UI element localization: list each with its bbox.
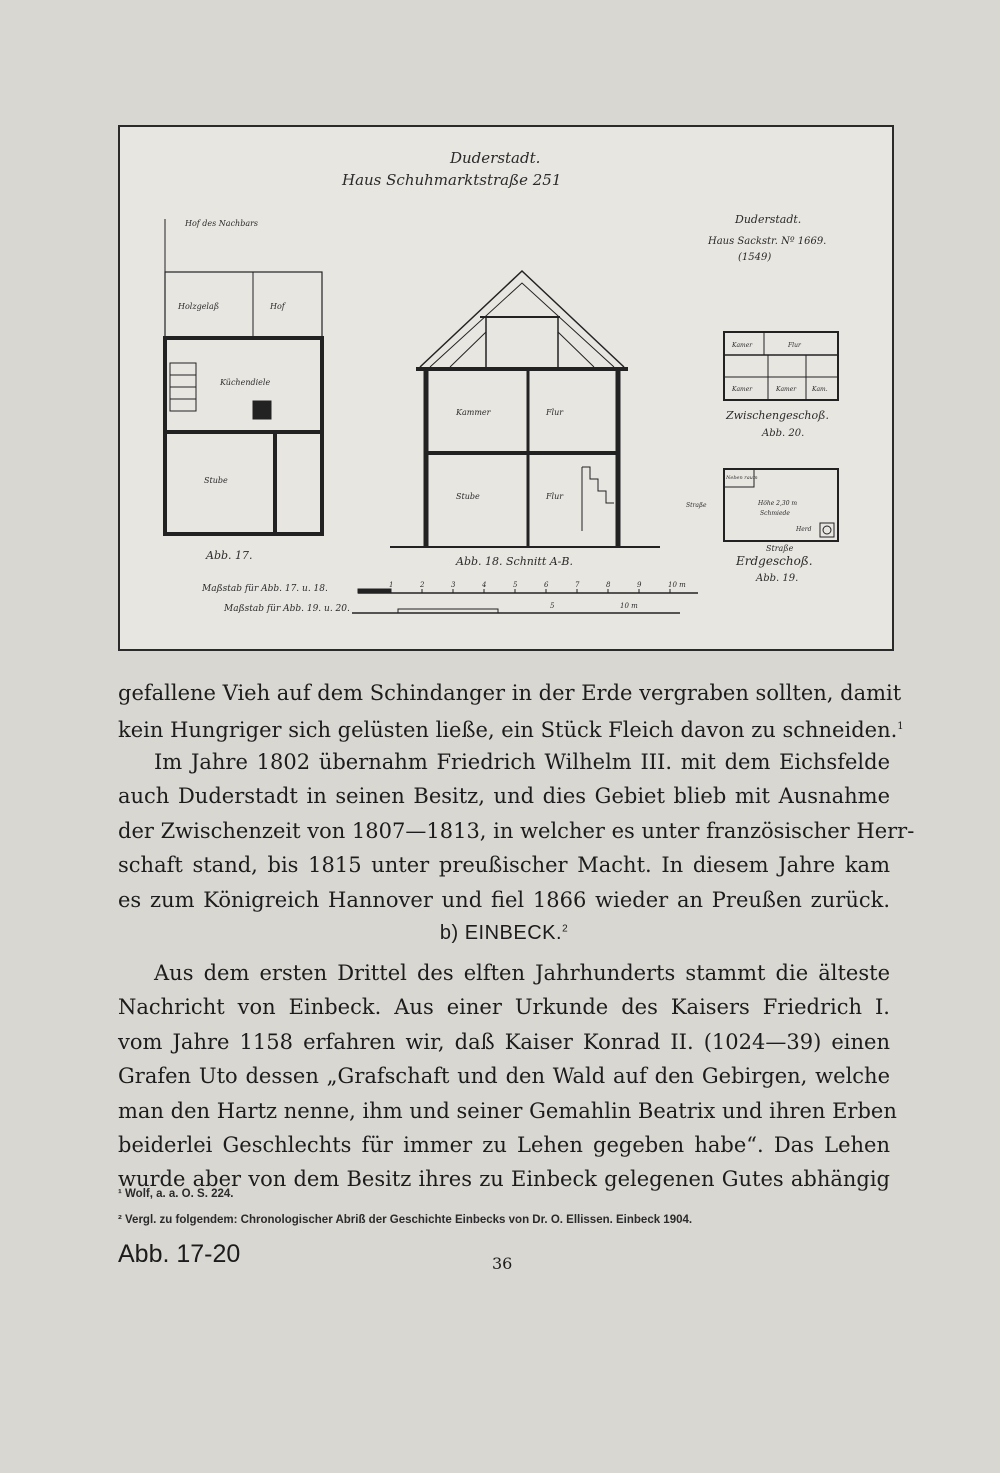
scale1-ticks bbox=[389, 581, 686, 593]
architectural-plate bbox=[118, 125, 894, 651]
p2-line-4: schaft stand, bis 1815 unter preußischer Macht. In diesem Jahre kam bbox=[118, 853, 890, 878]
plan19-schmiede: Schmiede bbox=[760, 510, 790, 517]
scale1-tick-label: 3 bbox=[451, 581, 456, 589]
scale1-tick-label: 10 m bbox=[668, 581, 686, 589]
scale1-tick-label: 6 bbox=[544, 581, 549, 589]
section-heading bbox=[118, 922, 890, 945]
street-label-bottom: Straße bbox=[766, 544, 794, 553]
paragraph-2 bbox=[118, 745, 915, 917]
section-flur-upper: Flur bbox=[546, 408, 564, 417]
scale1-label: Maßstab für Abb. 17. u. 18. bbox=[202, 584, 328, 594]
scale1-tick-label: 2 bbox=[420, 581, 425, 589]
section-kammer: Kammer bbox=[456, 408, 491, 417]
plan20-kam: Kam. bbox=[812, 386, 828, 393]
footnote-ref-1: 1 bbox=[897, 721, 904, 733]
scale1-tick-label: 5 bbox=[513, 581, 518, 589]
p3-line-4: Grafen Uto dessen „Grafschaft und den Wald auf den Gebirgen, welche bbox=[118, 1064, 890, 1089]
caption-abb17: Abb. 17. bbox=[206, 549, 253, 562]
footnote-ref-2: 2 bbox=[562, 923, 569, 935]
right-title-2: Haus Sackstr. Nº 1669. bbox=[708, 236, 827, 247]
p3-line-7: wurde aber von dem Besitz ihres zu Einbeck gelegenen Gutes abhängig bbox=[118, 1167, 890, 1192]
plan19-nebenraum: Neben raum bbox=[726, 475, 758, 481]
scale2-tick-5: 5 bbox=[550, 602, 555, 610]
p1-line-1: gefallene Vieh auf dem Schindanger in der Erde vergraben sollten, damit bbox=[118, 681, 902, 705]
paragraph-3 bbox=[118, 956, 897, 1197]
scale1-tick-label: 4 bbox=[482, 581, 487, 589]
page-number: 36 bbox=[492, 1254, 513, 1273]
plan20-kamer-1: Kamer bbox=[732, 342, 753, 349]
footnote-1: ¹ Wolf, a. a. O. S. 224. bbox=[118, 1188, 234, 1200]
p1-line-2 bbox=[118, 710, 904, 747]
p3-line-3: vom Jahre 1158 erfahren wir, daß Kaiser Konrad II. (1024—39) einen bbox=[118, 1029, 890, 1054]
p3-line-2: Nachricht von Einbeck. Aus einer Urkunde des Kaisers Friedrich I. bbox=[118, 995, 890, 1020]
caption-abb19-line2: Abb. 19. bbox=[756, 573, 799, 584]
scale1-tick-label: 7 bbox=[575, 581, 580, 589]
room-kuechendiele: Küchendiele bbox=[220, 378, 271, 387]
p3-line-1: Aus dem ersten Drittel des elften Jahrhunderts stammt die älteste bbox=[154, 961, 890, 985]
p2-line-3: der Zwischenzeit von 1807—1813, in welcher es unter französischer Herr- bbox=[118, 818, 915, 843]
street-label-left: Straße bbox=[686, 502, 707, 509]
section-18 bbox=[390, 271, 660, 547]
plan-17 bbox=[165, 219, 322, 534]
scale1-tick-label: 9 bbox=[637, 581, 642, 589]
scale2-label: Maßstab für Abb. 19. u. 20. bbox=[224, 604, 350, 614]
plate-title-2: Haus Schuhmarktstraße 251 bbox=[342, 171, 562, 189]
neighbor-label: Hof des Nachbars bbox=[185, 219, 259, 228]
plate-title-1: Duderstadt. bbox=[450, 149, 541, 167]
paragraph-1 bbox=[118, 676, 904, 748]
p3-line-5: man den Hartz nenne, ihm und seiner Gemahlin Beatrix und ihren Erben bbox=[118, 1098, 897, 1123]
scale1-tick-label: 8 bbox=[606, 581, 611, 589]
caption-abb20-line2: Abb. 20. bbox=[762, 428, 805, 439]
room-holzgelass: Holzgelaß bbox=[178, 302, 220, 311]
section-heading-text: b) EINBECK. bbox=[439, 922, 563, 944]
floor-plans-drawing bbox=[120, 127, 892, 649]
plan19-herd: Herd bbox=[796, 526, 812, 533]
scale1-tick-label: 1 bbox=[389, 581, 394, 589]
p2-line-5: es zum Königreich Hannover und fiel 1866 wieder an Preußen zurück. bbox=[118, 887, 890, 912]
p1-line-2-text: kein Hungriger sich gelüsten ließe, ein Stück Fleich davon zu schneiden. bbox=[118, 718, 898, 743]
scale-bar-1 bbox=[358, 589, 698, 593]
p2-line-2: auch Duderstadt in seinen Besitz, und dies Gebiet blieb mit Ausnahme bbox=[118, 784, 890, 809]
plan20-kamer-3: Kamer bbox=[776, 386, 797, 393]
right-title-3: (1549) bbox=[738, 252, 772, 263]
caption-abb20-line1: Zwischengeschoß. bbox=[726, 409, 829, 422]
plan20-flur: Flur bbox=[788, 342, 801, 349]
p2-line-1: Im Jahre 1802 übernahm Friedrich Wilhelm III. mit dem Eichsfelde bbox=[154, 750, 890, 774]
plan19-hoehe: Höhe 2,30 m bbox=[758, 500, 798, 507]
footnote-2: ² Vergl. zu folgendem: Chronologischer Abriß der Geschichte Einbecks von Dr. O. Ellissen. Einbeck 1904. bbox=[118, 1214, 693, 1226]
plan20-kamer-2: Kamer bbox=[732, 386, 753, 393]
room-hof: Hof bbox=[270, 302, 285, 311]
p3-line-6: beiderlei Geschlechts für immer zu Lehen gegeben habe“. Das Lehen bbox=[118, 1133, 890, 1158]
section-stube: Stube bbox=[456, 492, 480, 501]
section-flur-lower: Flur bbox=[546, 492, 564, 501]
room-stube: Stube bbox=[204, 476, 228, 485]
caption-abb19-line1: Erdgeschoß. bbox=[736, 554, 813, 568]
right-title-1: Duderstadt. bbox=[735, 213, 802, 226]
caption-abb18: Abb. 18. Schnitt A-B. bbox=[456, 555, 573, 568]
scale2-tick-10m: 10 m bbox=[620, 602, 638, 610]
page-caption: Abb. 17-20 bbox=[118, 1240, 241, 1268]
